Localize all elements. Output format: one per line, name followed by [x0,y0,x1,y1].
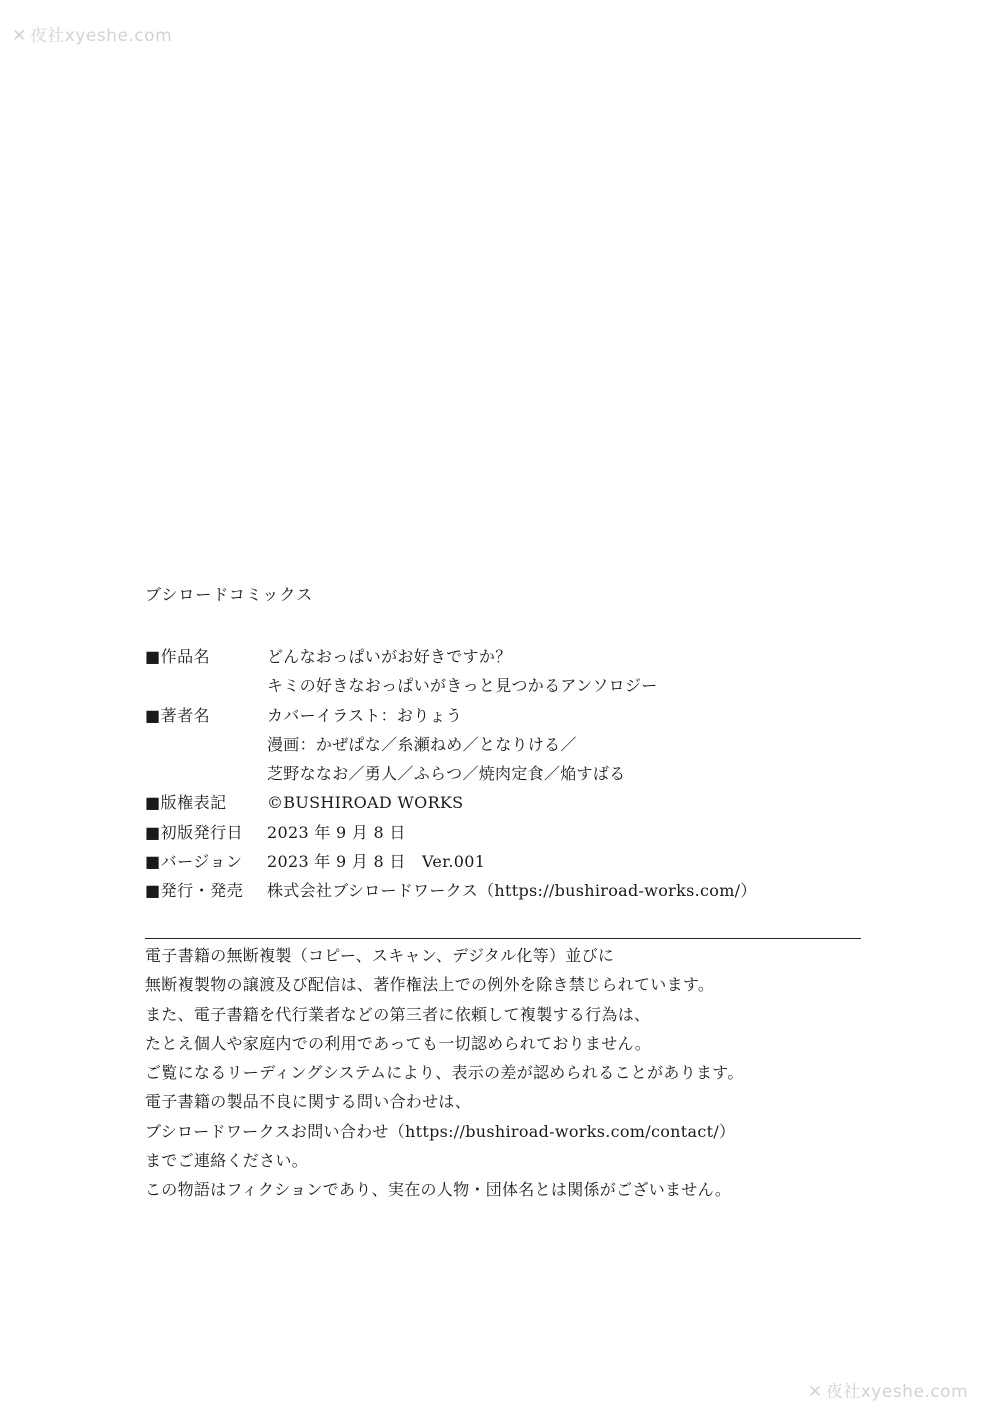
spec-row-title [145,642,865,701]
watermark-text: 夜社xyeshe.com [29,26,173,46]
notice-line: この物語はフィクションであり、実在の人物・団体名とは関係がございません。 [145,1180,732,1200]
spec-label: ■発行・発売 [145,881,244,901]
divider [145,938,861,939]
spec-row-publisher [145,876,865,905]
spec-row-version [145,847,865,876]
spec-value: キミの好きなおっぱいがきっと見つかるアンソロジー [267,676,658,696]
spec-row-copyright [145,788,865,817]
watermark-top [12,21,172,46]
x-logo-icon: ✕ [12,26,27,46]
spec-label: ■初版発行日 [145,822,244,842]
spec-value: ©BUSHIROAD WORKS [267,793,464,813]
spec-label: ■バージョン [145,852,243,872]
series-name: ブシロードコミックス [145,585,314,604]
spec-row-authors [145,701,865,789]
notice-line: 電子書籍の無断複製（コピー、スキャン、デジタル化等）並びに [145,946,615,965]
spec-value: 株式会社ブシロードワークス（https://bushiroad-works.com/） [267,881,757,901]
spec-label: ■作品名 [145,647,211,666]
spec-value: 漫画：かぜぱな／糸瀬ねめ／となりける／ [267,734,577,754]
spec-value: 2023 年 9 月 8 日 [267,822,406,842]
x-logo-icon: ✕ [808,1382,823,1402]
spec-value: 芝野ななお／勇人／ふらつ／焼肉定食／焔すばる [267,764,626,784]
notice-line: また、電子書籍を代行業者などの第三者に依頼して複製する行為は、 [145,1004,651,1024]
spec-label: ■版権表記 [145,793,227,813]
notice-line: 電子書籍の製品不良に関する問い合わせは、 [145,1092,472,1112]
spec-value: 2023 年 9 月 8 日 Ver.001 [267,852,486,872]
notice-line: 無断複製物の譲渡及び配信は、著作権法上での例外を除き禁じられています。 [145,975,715,995]
watermark-bottom [808,1377,968,1402]
spec-row-first-edition [145,818,865,847]
spec-value: どんなおっぱいがお好きですか？ [267,647,512,666]
spec-list [145,642,865,906]
notice-line: ご覧になるリーディングシステムにより、表示の差が認められることがあります。 [145,1063,744,1083]
legal-notice [145,941,865,1205]
notice-line: までご連絡ください。 [145,1151,309,1171]
spec-value: カバーイラスト：おりょう [267,705,463,725]
watermark-text: 夜社xyeshe.com [825,1382,969,1402]
colophon [145,582,865,906]
spec-label: ■著者名 [145,705,211,725]
notice-line: たとえ個人や家庭内での利用であっても一切認められておりません。 [145,1033,652,1053]
notice-line: ブシロードワークスお問い合わせ（https://bushiroad-works.com/contact/） [145,1121,736,1141]
